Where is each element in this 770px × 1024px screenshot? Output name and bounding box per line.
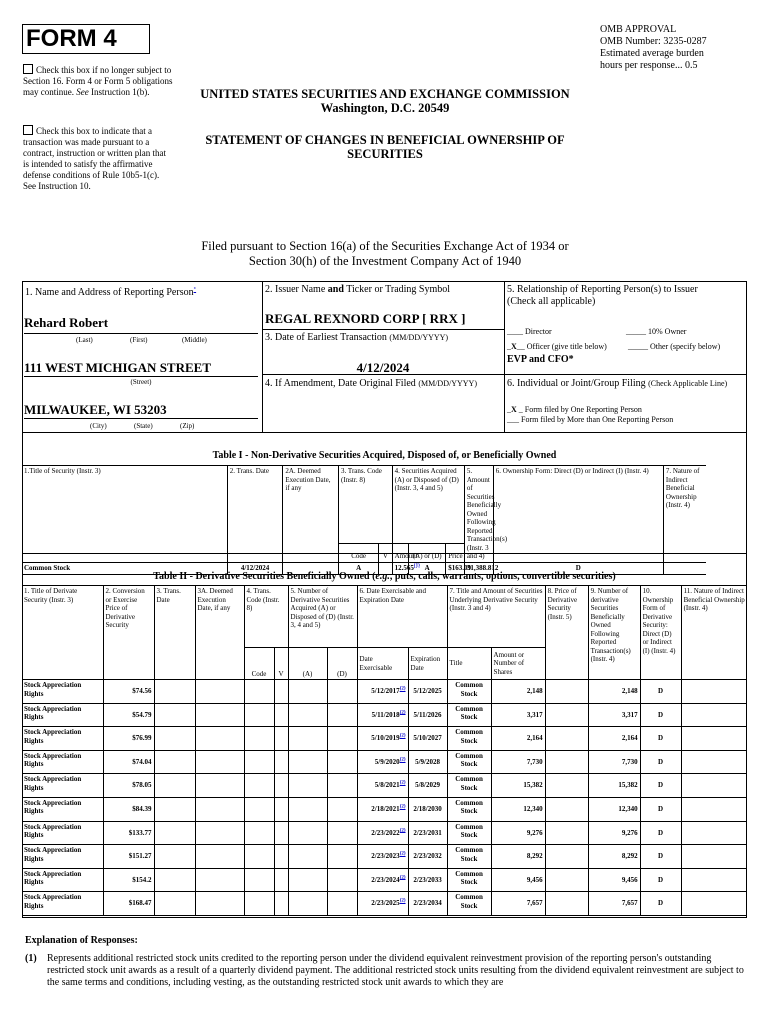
t2-sub-d: (D) xyxy=(327,648,357,680)
officer-option[interactable]: _X__ Officer (give title below) xyxy=(507,342,607,351)
box3-label: 3. Date of Earliest Transaction (MM/DD/YYYY) xyxy=(265,332,449,343)
agency-city: Washington, D.C. 20549 xyxy=(320,101,450,115)
filed-pursuant: Filed pursuant to Section 16(a) of the Securities Exchange Act of 1934 or Section 30(h) of the Investment Company Act of 1940 xyxy=(201,239,569,268)
t1-col-owned: 5. Amount of Securities Beneficially Owned Following Reported Transaction(s) (Instr. 3 and 4) xyxy=(464,466,493,563)
t2-col-nature: 11. Nature of Indirect Beneficial Ownership (Instr. 4) xyxy=(681,586,747,680)
t2-col-form: 10. Ownership Form of Derivative Security: Direct (D) or Indirect (I) (Instr. 4) xyxy=(640,586,681,680)
section16-checkbox-block: Check this box if no longer subject to Section 16. Form 4 or Form 5 obligations may continue. See Instruction 1(b). xyxy=(23,65,173,97)
omb-hours: hours per response... 0.5 xyxy=(600,60,698,71)
footnote-ref[interactable]: (2) xyxy=(399,781,406,787)
footnote-ref[interactable]: (2) xyxy=(399,686,406,692)
table-row: Stock Appreciation Rights $78.05 5/8/2021$^{(2)}$ 5/8/2029 Common Stock 15,382 15,382 D xyxy=(22,774,747,798)
omb-approval: OMB APPROVAL xyxy=(600,24,677,35)
street-label: (Street) xyxy=(130,378,152,386)
city-label: (City) xyxy=(90,422,107,430)
box4-label: 4. If Amendment, Date Original Filed (MM/DD/YYYY) xyxy=(265,378,477,389)
officer-title: EVP and CFO* xyxy=(507,354,574,365)
table-row: Stock Appreciation Rights $74.56 5/12/2017$^{(2)}$ 5/12/2025 Common Stock 2,148 2,148 D xyxy=(22,680,747,704)
t2-col-deemed: 3A. Deemed Execution Date, if any xyxy=(195,586,244,680)
omb-box xyxy=(600,24,750,72)
state-label: (State) xyxy=(134,422,153,430)
t2-col-number: 5. Number of Derivative Securities Acquired (A) or Disposed of (D) (Instr. 3, 4 and 5) xyxy=(288,586,357,648)
t2-col-underlying: 7. Title and Amount of Securities Underlying Derivative Security (Instr. 3 and 4) xyxy=(447,586,545,648)
t1-col-deemed: 2A. Deemed Execution Date, if any xyxy=(283,466,339,563)
table1-title: Table I - Non-Derivative Securities Acquired, Disposed of, or Beneficially Owned xyxy=(212,450,557,461)
t2-col-price: 2. Conversion or Exercise Price of Derivative Security xyxy=(103,586,154,680)
form-title: FORM 4 xyxy=(26,25,117,52)
t1-sub-amount: Amount xyxy=(392,543,408,562)
footnote-ref[interactable]: (2) xyxy=(399,851,406,857)
box1-label: 1. Name and Address of Reporting Person* xyxy=(25,287,197,298)
form-title-box xyxy=(22,24,150,54)
zip-label: (Zip) xyxy=(180,422,195,430)
table-row: Stock Appreciation Rights $54.79 5/11/2018$^{(2)}$ 5/11/2026 Common Stock 3,317 3,317 D xyxy=(22,703,747,727)
t2-sub-exercisable: Date Exercisable xyxy=(357,648,408,680)
one-person-check: X xyxy=(511,405,517,414)
box5-label: 5. Relationship of Reporting Person(s) to Issuer (Check all applicable) xyxy=(507,284,698,307)
reporting-city-state: MILWAUKEE, WI 53203 xyxy=(24,402,167,417)
table-row: Stock Appreciation Rights $76.99 5/10/2019$^{(2)}$ 5/10/2027 Common Stock 2,164 2,164 D xyxy=(22,727,747,751)
t1-col-acquired: 4. Securities Acquired (A) or Disposed of (D) (Instr. 3, 4 and 5) xyxy=(392,466,464,544)
footnote-ref[interactable]: (2) xyxy=(399,757,406,763)
name-middle-label: (Middle) xyxy=(182,336,207,344)
table2-title: Table II - Derivative Securities Beneficially Owned (e.g., puts, calls, warrants, options, convertible securities) xyxy=(153,571,616,582)
rule10b5-checkbox[interactable] xyxy=(23,125,33,135)
t2-col-security: 1. Title of Derivate Security (Instr. 3) xyxy=(22,586,103,680)
box2-label: 2. Issuer Name and Ticker or Trading Symbol xyxy=(265,284,451,295)
t2-sub-a: (A) xyxy=(288,648,327,680)
omb-number: OMB Number: 3235-0287 xyxy=(600,36,707,47)
name-last-label: (Last) xyxy=(76,336,93,344)
name-first-label: (First) xyxy=(130,336,148,344)
rule10b5-checkbox-block: Check this box to indicate that a transaction was made pursuant to a contract, instruction or written plan that is intended to satisfy the affirmative defense conditions of Rule 10b5-1(c). See Instruction 10. xyxy=(23,126,166,191)
one-reporting-person-option[interactable]: _X _ Form filed by One Reporting Person xyxy=(507,405,642,414)
footnote-1-number: (1) xyxy=(25,953,37,964)
omb-burden: Estimated average burden xyxy=(600,48,704,59)
multiple-reporting-persons-option[interactable]: ___ Form filed by More than One Reporting Person xyxy=(507,415,674,424)
footnote-ref[interactable]: (2) xyxy=(399,710,406,716)
explanation-heading: Explanation of Responses: xyxy=(25,935,138,946)
reporting-person-name: Rehard Robert xyxy=(24,315,109,330)
t2-col-deriv-price: 8. Price of Derivative Security (Instr. 5) xyxy=(545,586,588,680)
earliest-transaction-date: 4/12/2024 xyxy=(356,360,410,375)
footnote-1-text: Represents additional restricted stock units credited to the reporting person under the dividend equivalent reinvestment provision of the reporting person's outstanding restricted stock unit awards as a result of a quarterly dividend payment. The additional restricted stock units resulting from the dividend equivalent reinvestment are subject to the same terms and conditions, including vesting, as the outstanding restricted stock unit awards to which they are xyxy=(47,953,744,988)
table-row: Stock Appreciation Rights $151.27 2/23/2023$^{(2)}$ 2/23/2032 Common Stock 8,292 8,292 D xyxy=(22,845,747,869)
t2-sub-expiration: Expiration Date xyxy=(408,648,447,680)
section16-checkbox[interactable] xyxy=(23,64,33,74)
table-row: Common Stock 4/12/2024 A 12.565$^{(1)}$ A $163.09 31,388.812 D xyxy=(22,562,747,574)
t1-sub-price: Price xyxy=(446,543,465,562)
t2-col-exercisable: 6. Date Exercisable and Expiration Date xyxy=(357,586,447,648)
footnote-ref[interactable]: (2) xyxy=(399,804,406,810)
t2-col-code: 4. Trans. Code (Instr. 8) xyxy=(244,586,288,648)
table-row: Stock Appreciation Rights $133.77 2/23/2022$^{(2)}$ 2/23/2031 Common Stock 9,276 9,276 D xyxy=(22,821,747,845)
table-row: Stock Appreciation Rights $168.47 2/23/2025$^{(2)}$ 2/23/2034 Common Stock 7,657 7,657 D xyxy=(22,892,747,916)
t1-col-security: 1.Title of Security (Instr. 3) xyxy=(22,466,227,563)
box6-label: 6. Individual or Joint/Group Filing (Check Applicable Line) xyxy=(507,378,728,389)
t2-sub-title: Title xyxy=(447,648,491,680)
footnote-ref[interactable]: (2) xyxy=(399,875,406,881)
t2-col-date: 3. Trans. Date xyxy=(154,586,195,680)
t1-sub-v: V xyxy=(379,543,392,562)
director-option[interactable]: ____ Director xyxy=(507,327,552,336)
officer-check: X xyxy=(511,342,517,351)
table-row: Stock Appreciation Rights $74.04 5/9/2020$^{(2)}$ 5/9/2028 Common Stock 7,730 7,730 D xyxy=(22,750,747,774)
reporting-street: 111 WEST MICHIGAN STREET xyxy=(24,360,211,375)
t1-sub-aord: (A) or (D) xyxy=(409,543,446,562)
t1-col-nature: 7. Nature of Indirect Beneficial Ownership (Instr. 4) xyxy=(663,466,705,563)
t2-sub-amount: Amount or Number of Shares xyxy=(491,648,545,680)
table-row: Stock Appreciation Rights $154.2 2/23/2024$^{(2)}$ 2/23/2033 Common Stock 9,456 9,456 D xyxy=(22,868,747,892)
table-row: Stock Appreciation Rights $84.39 2/18/2021$^{(2)}$ 2/18/2030 Common Stock 12,340 12,340 D xyxy=(22,797,747,821)
ten-percent-owner-option[interactable]: _____ 10% Owner xyxy=(626,327,687,336)
footnote-ref[interactable]: (2) xyxy=(399,899,406,905)
statement-title: STATEMENT OF CHANGES IN BENEFICIAL OWNERSHIP OF SECURITIES xyxy=(205,133,565,161)
table2 xyxy=(22,585,747,916)
t2-sub-v: V xyxy=(274,648,288,680)
t2-col-owned: 9. Number of derivative Securities Beneficially Owned Following Reported Transaction(s) (Instr. 4) xyxy=(588,586,640,680)
footnote-ref[interactable]: (1) xyxy=(413,563,420,569)
t1-col-form: 6. Ownership Form: Direct (D) or Indirect (I) (Instr. 4) xyxy=(493,466,663,563)
t1-col-code: 3. Trans. Code (Instr. 8) xyxy=(339,466,393,544)
t2-sub-code: Code xyxy=(244,648,274,680)
footnote-ref[interactable]: (2) xyxy=(399,733,406,739)
other-option[interactable]: _____ Other (specify below) xyxy=(628,342,721,351)
footnote-ref[interactable]: (2) xyxy=(399,828,406,834)
agency-name: UNITED STATES SECURITIES AND EXCHANGE COMMISSION xyxy=(200,87,570,101)
t1-sub-code: Code xyxy=(339,543,379,562)
t1-col-date: 2. Trans. Date xyxy=(227,466,283,563)
issuer-name: REGAL REXNORD CORP [ RRX ] xyxy=(265,311,466,326)
